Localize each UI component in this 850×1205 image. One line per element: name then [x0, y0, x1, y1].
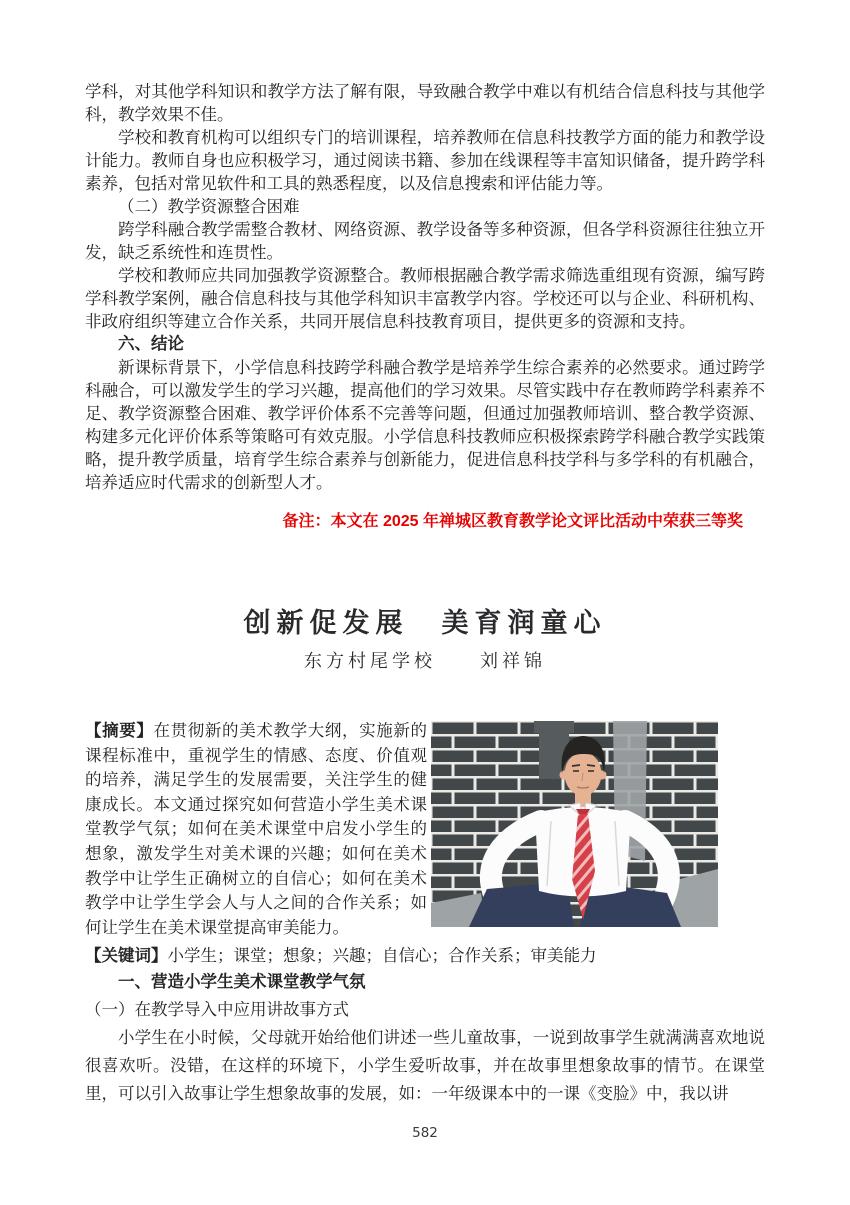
- heading-classroom-atmosphere: 一、营造小学生美术课堂教学气氛: [118, 973, 366, 992]
- article-body: [85, 968, 765, 1108]
- paragraph-teacher-training: 学校和教育机构可以组织专门的培训课程，培养教师在信息科技教学方面的能力和教学设计能力。教师自身也应积极学习，通过阅读书籍、参加在线课程等丰富知识储备，提升跨学科素养，包括对常见软件和工具的熟悉程度，以及信息搜索和评估能力等。: [85, 128, 765, 193]
- keywords-line: [85, 944, 765, 968]
- paragraph-resources-1: 跨学科融合教学需整合教材、网络资源、教学设备等多种资源，但各学科资源往往独立开发，缺乏系统性和连贯性。: [85, 220, 765, 262]
- page-number: 582: [412, 1125, 438, 1141]
- paragraph-conclusion: 新课标背景下，小学信息科技跨学科融合教学是培养学生综合素养的必然要求。通过跨学科融合，可以激发学生的学习兴趣，提高他们的学习效果。尽管实践中存在教师跨学科素养不足、教学资源整合困难、教学评价体系不完善等问题，但通过加强教师培训、整合教学资源、构建多元化评价体系等策略可有效克服。小学信息科技教师应积极探索跨学科融合教学实践策略，提升教学质量，培育学生综合素养与创新能力，促进信息科技学科与多学科的有机融合，培养适应时代需求的创新型人才。: [85, 358, 765, 492]
- paragraph-continuation: 学科，对其他学科知识和教学方法了解有限，导致融合教学中难以有机结合信息科技与其他学科，教学效果不佳。: [85, 82, 765, 124]
- abstract-text: 在贯彻新的美术教学大纲，实施新的课程标准中，重视学生的情感、态度、价值观的培养，满足学生的发展需要，关注学生的健康成长。本文通过探究如何营造小学生美术课堂教学气氛；如何在美术课堂中启发小学生的想象，激发学生对美术课的兴趣；如何在美术教学中让学生正确树立的自信心；如何在美术教学中让学生学会人与人之间的合作关系；如何让学生在美术课堂提高审美能力。: [85, 721, 428, 937]
- paragraph-resources-2: 学校和教师应共同加强教学资源整合。教师根据融合教学需求筛选重组现有资源，编写跨学科教学案例，融合信息科技与其他学科知识丰富教学内容。学校还可以与企业、科研机构、非政府组织等建立合作关系，共同开展信息科技教育项目，提供更多的资源和支持。: [85, 266, 765, 331]
- drain-pipe-cap: [534, 721, 574, 733]
- subheading-storytelling: （一）在教学导入中应用讲故事方式: [85, 1000, 349, 1020]
- subheading-resource-difficulty: （二）教学资源整合困难: [118, 197, 300, 216]
- article-title: 创新促发展 美育润童心: [243, 608, 607, 638]
- article-byline: 东方村尾学校 刘祥锦: [304, 651, 546, 671]
- previous-article-section: [85, 80, 765, 533]
- new-article-section: [85, 603, 765, 1108]
- award-note: 备注：本文在 2025 年禅城区教育教学论文评比活动中荣获三等奖: [282, 513, 743, 530]
- abstract-block: [85, 719, 765, 940]
- paragraph-storytelling: 小学生在小时候，父母就开始给他们讲述一些儿童故事，一说到故事学生就满满喜欢地说很喜欢听。没错，在这样的环境下，小学生爱听故事，并在故事里想象故事的情节。在课堂里，可以引入故事让学生想象故事的发展，如：一年级课本中的一课《变脸》中，我以讲: [85, 1028, 765, 1104]
- keywords-text: 小学生；课堂；想象；兴趣；自信心；合作关系；审美能力: [167, 946, 597, 966]
- author-portrait-photo: [431, 721, 718, 927]
- abstract-label: 【摘要】: [85, 722, 154, 740]
- heading-conclusion: 六、结论: [118, 335, 184, 353]
- keywords-label: 【关键词】: [85, 947, 168, 966]
